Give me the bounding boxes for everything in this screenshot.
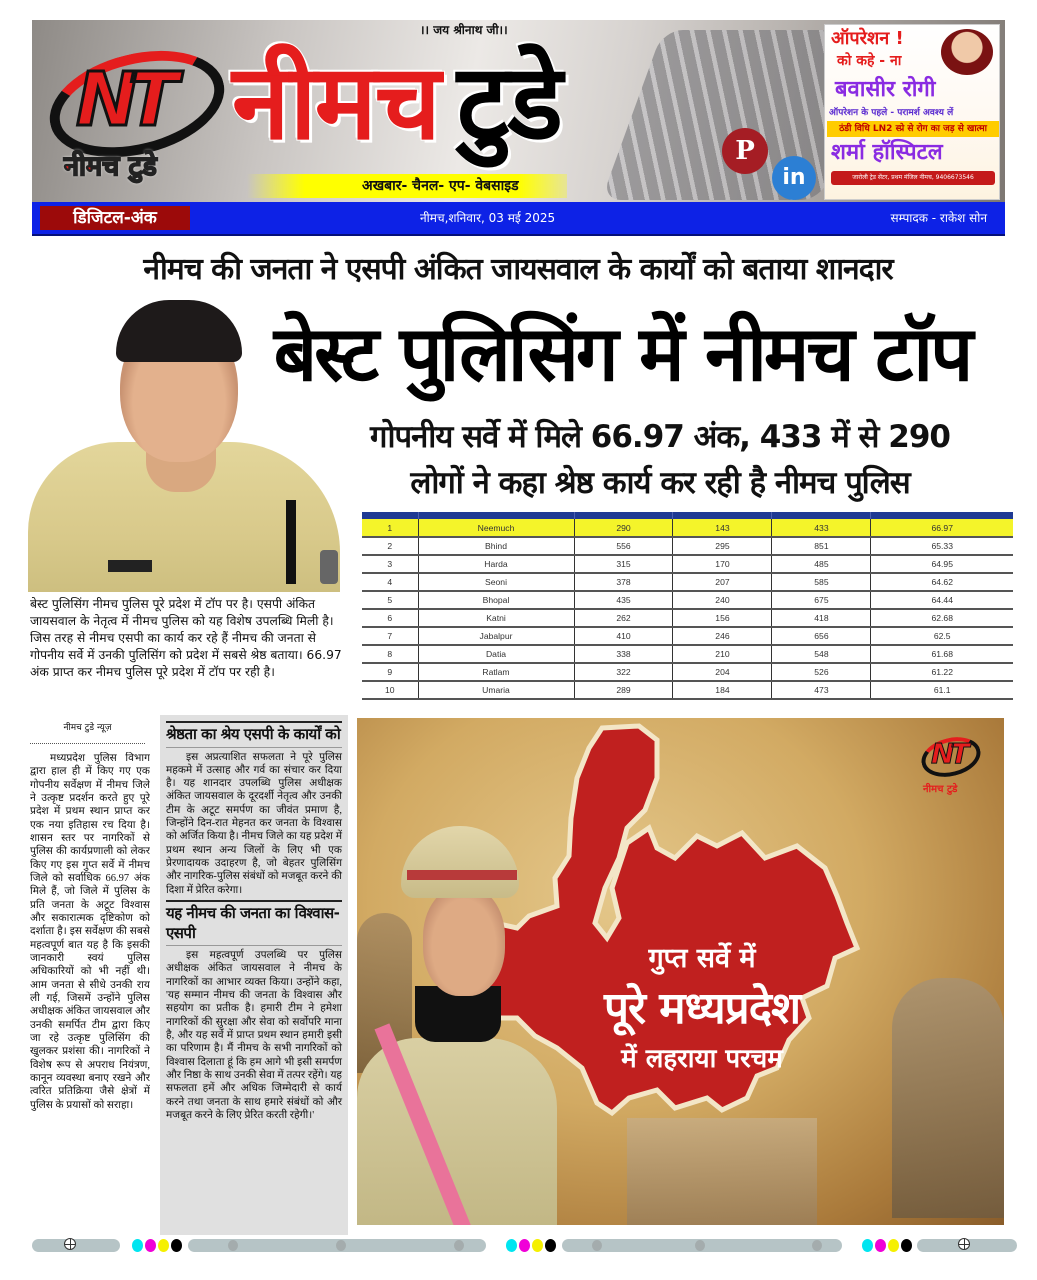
cell-score: 64.44	[871, 591, 1013, 609]
blessing-text: ।। जय श्रीनाथ जी।।	[420, 23, 508, 37]
cell-rank: 3	[362, 555, 418, 573]
sidebar-heading-2: यह नीमच की जनता का विश्वास-एसपी	[166, 904, 340, 942]
cell-score: 62.68	[871, 609, 1013, 627]
cmyk-color-dot	[519, 1239, 530, 1252]
cell-rank: 7	[362, 627, 418, 645]
table-row	[362, 681, 1013, 699]
cell-positive: 289	[574, 681, 673, 699]
cell-total: 485	[772, 555, 871, 573]
feature-line-1: गुप्त सर्वे में	[648, 943, 756, 974]
cell-district: Katni	[418, 609, 574, 627]
ad-line-3: बवासीर रोगी	[835, 77, 936, 102]
cell-total: 585	[772, 573, 871, 591]
cell-score: 66.97	[871, 519, 1013, 537]
photo-hair	[116, 300, 242, 362]
cell-score: 61.22	[871, 663, 1013, 681]
logo-letters: NT	[76, 57, 169, 143]
cell-negative: 207	[673, 573, 772, 591]
cell-positive: 410	[574, 627, 673, 645]
cmyk-color-dot	[888, 1239, 899, 1252]
cell-district: Bhind	[418, 537, 574, 555]
feature-logo-subtitle: नीमच टुडे	[923, 784, 958, 795]
feature-logo	[917, 734, 993, 806]
editor-credit: सम्पादक - राकेश सोन	[890, 211, 987, 225]
story-body: मध्यप्रदेश पुलिस विभाग द्वारा हाल ही में किए गए एक गोपनीय सर्वेक्षण में नीमच जिले ने उत्कृष्ट प्रदर्शन करते हुए पूरे प्रदेश में प्रथम स्थान प्राप्त कर एक नया इतिहास रच दिया है। शासन स्तर पर नागरिकों से पुलिस की कार्यप्रणाली को लेकर किए गए इस गुप्त सर्वे में नीमच जिले को सर्वाधिक 66.97 अंक मिले हैं, जो जिले में पुलिस के प्रति जनता के अटूट विश्वास और सकारात्मक दृष्टिकोण को दर्शाता है। इस सर्वेक्षण की सबसे महत्वपूर्ण बात यह है कि इसकी जानकारी स्वयं पुलिस अधिकारियों को भी नहीं थी। आम जनता से सीधे उनकी राय ली गई, जिसमें उन्होंने पुलिस अधीक्षक अंकित जायसवाल और उनकी समर्पित टीम द्वारा किए जा रहे उत्कृष्ट पुलिसिंग की खुलकर प्रशंसा की। नागरिकों ने विशेष रूप से अपराध नियंत्रण, कानून व्यवस्था बनाए रखने और त्वरित प्रतिक्रिया जैसे क्षेत्रों में पुलिस के प्रयासों को सराहा।	[30, 753, 150, 1111]
divider	[166, 900, 342, 902]
cell-positive: 435	[574, 591, 673, 609]
cell-total: 418	[772, 609, 871, 627]
cell-district: Seoni	[418, 573, 574, 591]
officer-cap-band	[407, 870, 517, 880]
cell-total: 851	[772, 537, 871, 555]
cell-district: Neemuch	[418, 519, 574, 537]
cell-negative: 210	[673, 645, 772, 663]
registration-crosshair-icon	[958, 1238, 970, 1250]
feature-line-2: पूरे मध्यप्रदेश	[603, 983, 800, 1034]
cell-negative: 204	[673, 663, 772, 681]
cell-total: 473	[772, 681, 871, 699]
cell-negative: 143	[673, 519, 772, 537]
cmyk-color-dot	[901, 1239, 912, 1252]
ad-line-4: ऑपरेशन के पहले - परामर्श अवश्य लें	[829, 108, 954, 118]
cmyk-color-dot	[132, 1239, 143, 1252]
cmyk-color-dot	[171, 1239, 182, 1252]
feature-line-3: में लहराया परचम	[621, 1044, 783, 1074]
table-row	[362, 645, 1013, 663]
cell-rank: 1	[362, 519, 418, 537]
district-ranking-table	[362, 512, 1013, 700]
cell-rank: 9	[362, 663, 418, 681]
registration-bar	[188, 1239, 486, 1252]
cell-district: Datia	[418, 645, 574, 663]
tagline-band	[247, 174, 567, 198]
table-row	[362, 573, 1013, 591]
ad-line-5: ठंडी विधि LN2 स्प्रे से रोग का जड़ से खात्मा	[827, 121, 999, 137]
cmyk-color-dot	[875, 1239, 886, 1252]
masthead	[32, 20, 1005, 240]
deck-line-2: लोगों ने कहा श्रेष्ठ कार्य कर रही है नीमच पुलिस	[410, 465, 910, 501]
title-part-1: नीमच	[232, 41, 439, 163]
cell-negative: 170	[673, 555, 772, 573]
cell-rank: 2	[362, 537, 418, 555]
ad-patient-image	[941, 29, 993, 75]
gateway-monument-image	[627, 1118, 817, 1225]
table-row	[362, 537, 1013, 555]
cell-score: 65.33	[871, 537, 1013, 555]
cell-negative: 184	[673, 681, 772, 699]
name-plate	[108, 560, 152, 572]
sidebar-text-2: इस महत्वपूर्ण उपलब्धि पर पुलिस अधीक्षक अंकित जायसवाल ने नीमच के नागरिकों का आभार व्यक्त किया। उन्होंने कहा, 'यह सम्मान नीमच की जनता के विश्वास और सहयोग का प्रतीक है। हमारी टीम ने हमेशा नागरिकों की सुरक्षा और सेवा को सर्वोपरि माना है, और यह सर्वे में प्राप्त प्रथम स्थान हमारी इसी का परिणाम है। मैं नीमच के सभी नागरिकों को विश्वास दिलाता हूं कि हम आगे भी इसी समर्पण और निष्ठा के साथ उनकी सेवा में तत्पर रहेंगे। यह सफलता हमें और अधिक जिम्मेदारी से कार्य करने तथा जनता के साथ हमारे संबंधों को और मजबूत करने के लिए प्रेरित करती रहेगी।'	[166, 945, 342, 1122]
table-row	[362, 627, 1013, 645]
cell-positive: 378	[574, 573, 673, 591]
ad-line-1: ऑपरेशन !	[831, 28, 904, 49]
ranking-table	[362, 512, 1013, 700]
edition-label: डिजिटल-अंक	[40, 206, 190, 230]
cell-rank: 10	[362, 681, 418, 699]
cell-score: 61.1	[871, 681, 1013, 699]
table-row	[362, 663, 1013, 681]
title-part-2: टुडे	[456, 41, 561, 163]
feature-caption	[542, 940, 862, 1078]
cell-negative: 240	[673, 591, 772, 609]
cell-district: Bhopal	[418, 591, 574, 609]
linkedin-icon[interactable]: in	[772, 156, 816, 200]
cell-positive: 290	[574, 519, 673, 537]
print-registration-strip	[32, 1237, 1017, 1253]
cell-total: 656	[772, 627, 871, 645]
table-row	[362, 519, 1013, 537]
cell-district: Umaria	[418, 681, 574, 699]
hospital-advertisement[interactable]	[824, 24, 1000, 200]
cell-score: 64.62	[871, 573, 1013, 591]
sidebar-heading-1: श्रेष्ठता का श्रेय एसपी के कार्यों को	[166, 725, 341, 743]
cell-total: 548	[772, 645, 871, 663]
pinterest-icon[interactable]: P	[722, 128, 768, 174]
newspaper-title	[232, 40, 561, 164]
cell-total: 433	[772, 519, 871, 537]
cell-positive: 262	[574, 609, 673, 627]
cell-rank: 4	[362, 573, 418, 591]
logo-subtitle: नीमच टुडे	[64, 151, 157, 182]
date-bar	[32, 202, 1005, 236]
officer-face	[423, 886, 505, 996]
cell-district: Ratlam	[418, 663, 574, 681]
cell-rank: 5	[362, 591, 418, 609]
cell-positive: 556	[574, 537, 673, 555]
shoulder-badge-icon	[320, 550, 338, 584]
ad-address: जारोली ट्रेड सेंटर, प्रथम मंजिल नीमच, 9406673546	[831, 171, 995, 185]
byline: नीमच टुडे न्यूज़	[30, 720, 145, 744]
divider	[166, 721, 342, 723]
cell-negative: 295	[673, 537, 772, 555]
deck-line-1: गोपनीय सर्वे में मिले 66.97 अंक, 433 में से 290	[370, 419, 950, 455]
cmyk-color-dot	[145, 1239, 156, 1252]
cell-score: 61.68	[871, 645, 1013, 663]
sidebar-box	[160, 715, 348, 1235]
ranking-table-body	[362, 519, 1013, 699]
cmyk-color-dot	[545, 1239, 556, 1252]
story-deck	[310, 414, 1010, 506]
ad-line-2: को कहे - ना	[837, 53, 902, 69]
photo-strap	[286, 500, 296, 584]
sidebar-text-1: इस अप्रत्याशित सफलता ने पूरे पुलिस महकमे में उत्साह और गर्व का संचार कर दिया है। यह शानदार उपलब्धि पुलिस अधीक्षक अंकित जायसवाल के दूरदर्शी नेतृत्व और उनकी टीम के अटूट समर्पण का जीवंत प्रमाण है, जिन्होंने दिन-रात मेहनत कर जनता के विश्वास को अर्जित किया है। नीमच जिले का यह प्रदेश में प्रथम स्थान अन्य जिलों के लिए भी एक प्रेरणादायक उदाहरण है, जो बेहतर पुलिसिंग और नागरिक-पुलिस संबंधों को मजबूत करने की दिशा में प्रेरित करेगा।	[166, 747, 342, 898]
registration-bar	[32, 1239, 120, 1252]
photo-caption: बेस्ट पुलिसिंग नीमच पुलिस पूरे प्रदेश में टॉप पर है। एसपी अंकित जायसवाल के नेतृत्व में नीमच पुलिस को यह विशेष उपलब्धि मिली है। जिस तरह से नीमच एसपी का कार्य कर रहे हैं नीमच की जनता से गोपनीय सर्वे में उनकी पुलिसिंग को प्रदेश में सबसे श्रेष्ठ बताया। 66.97 अंक प्राप्त कर नीमच पुलिस पूरे प्रदेश में टॉप पर रही है।	[30, 597, 342, 679]
dateline: नीमच,शनिवार, 03 मई 2025	[420, 211, 556, 225]
main-headline: बेस्ट पुलिसिंग में नीमच टॉप	[273, 309, 971, 398]
brand-logo[interactable]	[42, 48, 232, 188]
story-kicker: नीमच की जनता ने एसपी अंकित जायसवाल के कार्यों को बताया शानदार	[143, 252, 893, 287]
cell-negative: 246	[673, 627, 772, 645]
cell-score: 64.95	[871, 555, 1013, 573]
registration-crosshair-icon	[64, 1238, 76, 1250]
feature-logo-letters: NT	[931, 737, 966, 770]
cell-district: Harda	[418, 555, 574, 573]
table-header-row	[362, 512, 1013, 519]
cmyk-color-dot	[158, 1239, 169, 1252]
cell-negative: 156	[673, 609, 772, 627]
cell-rank: 6	[362, 609, 418, 627]
cell-positive: 322	[574, 663, 673, 681]
table-row	[362, 609, 1013, 627]
cmyk-color-dot	[532, 1239, 543, 1252]
cell-total: 526	[772, 663, 871, 681]
cell-district: Jabalpur	[418, 627, 574, 645]
table-row	[362, 591, 1013, 609]
cell-score: 62.5	[871, 627, 1013, 645]
cmyk-color-dot	[506, 1239, 517, 1252]
cell-positive: 338	[574, 645, 673, 663]
table-row	[362, 555, 1013, 573]
cmyk-color-dot	[862, 1239, 873, 1252]
cell-rank: 8	[362, 645, 418, 663]
cell-positive: 315	[574, 555, 673, 573]
ad-hospital-name: शर्मा हॉस्पिटल	[831, 140, 943, 165]
registration-bar	[562, 1239, 842, 1252]
cell-total: 675	[772, 591, 871, 609]
tagline-text: अखबार- चैनल- एप- वेबसाइड	[362, 178, 519, 194]
feature-graphic	[357, 718, 1004, 1225]
